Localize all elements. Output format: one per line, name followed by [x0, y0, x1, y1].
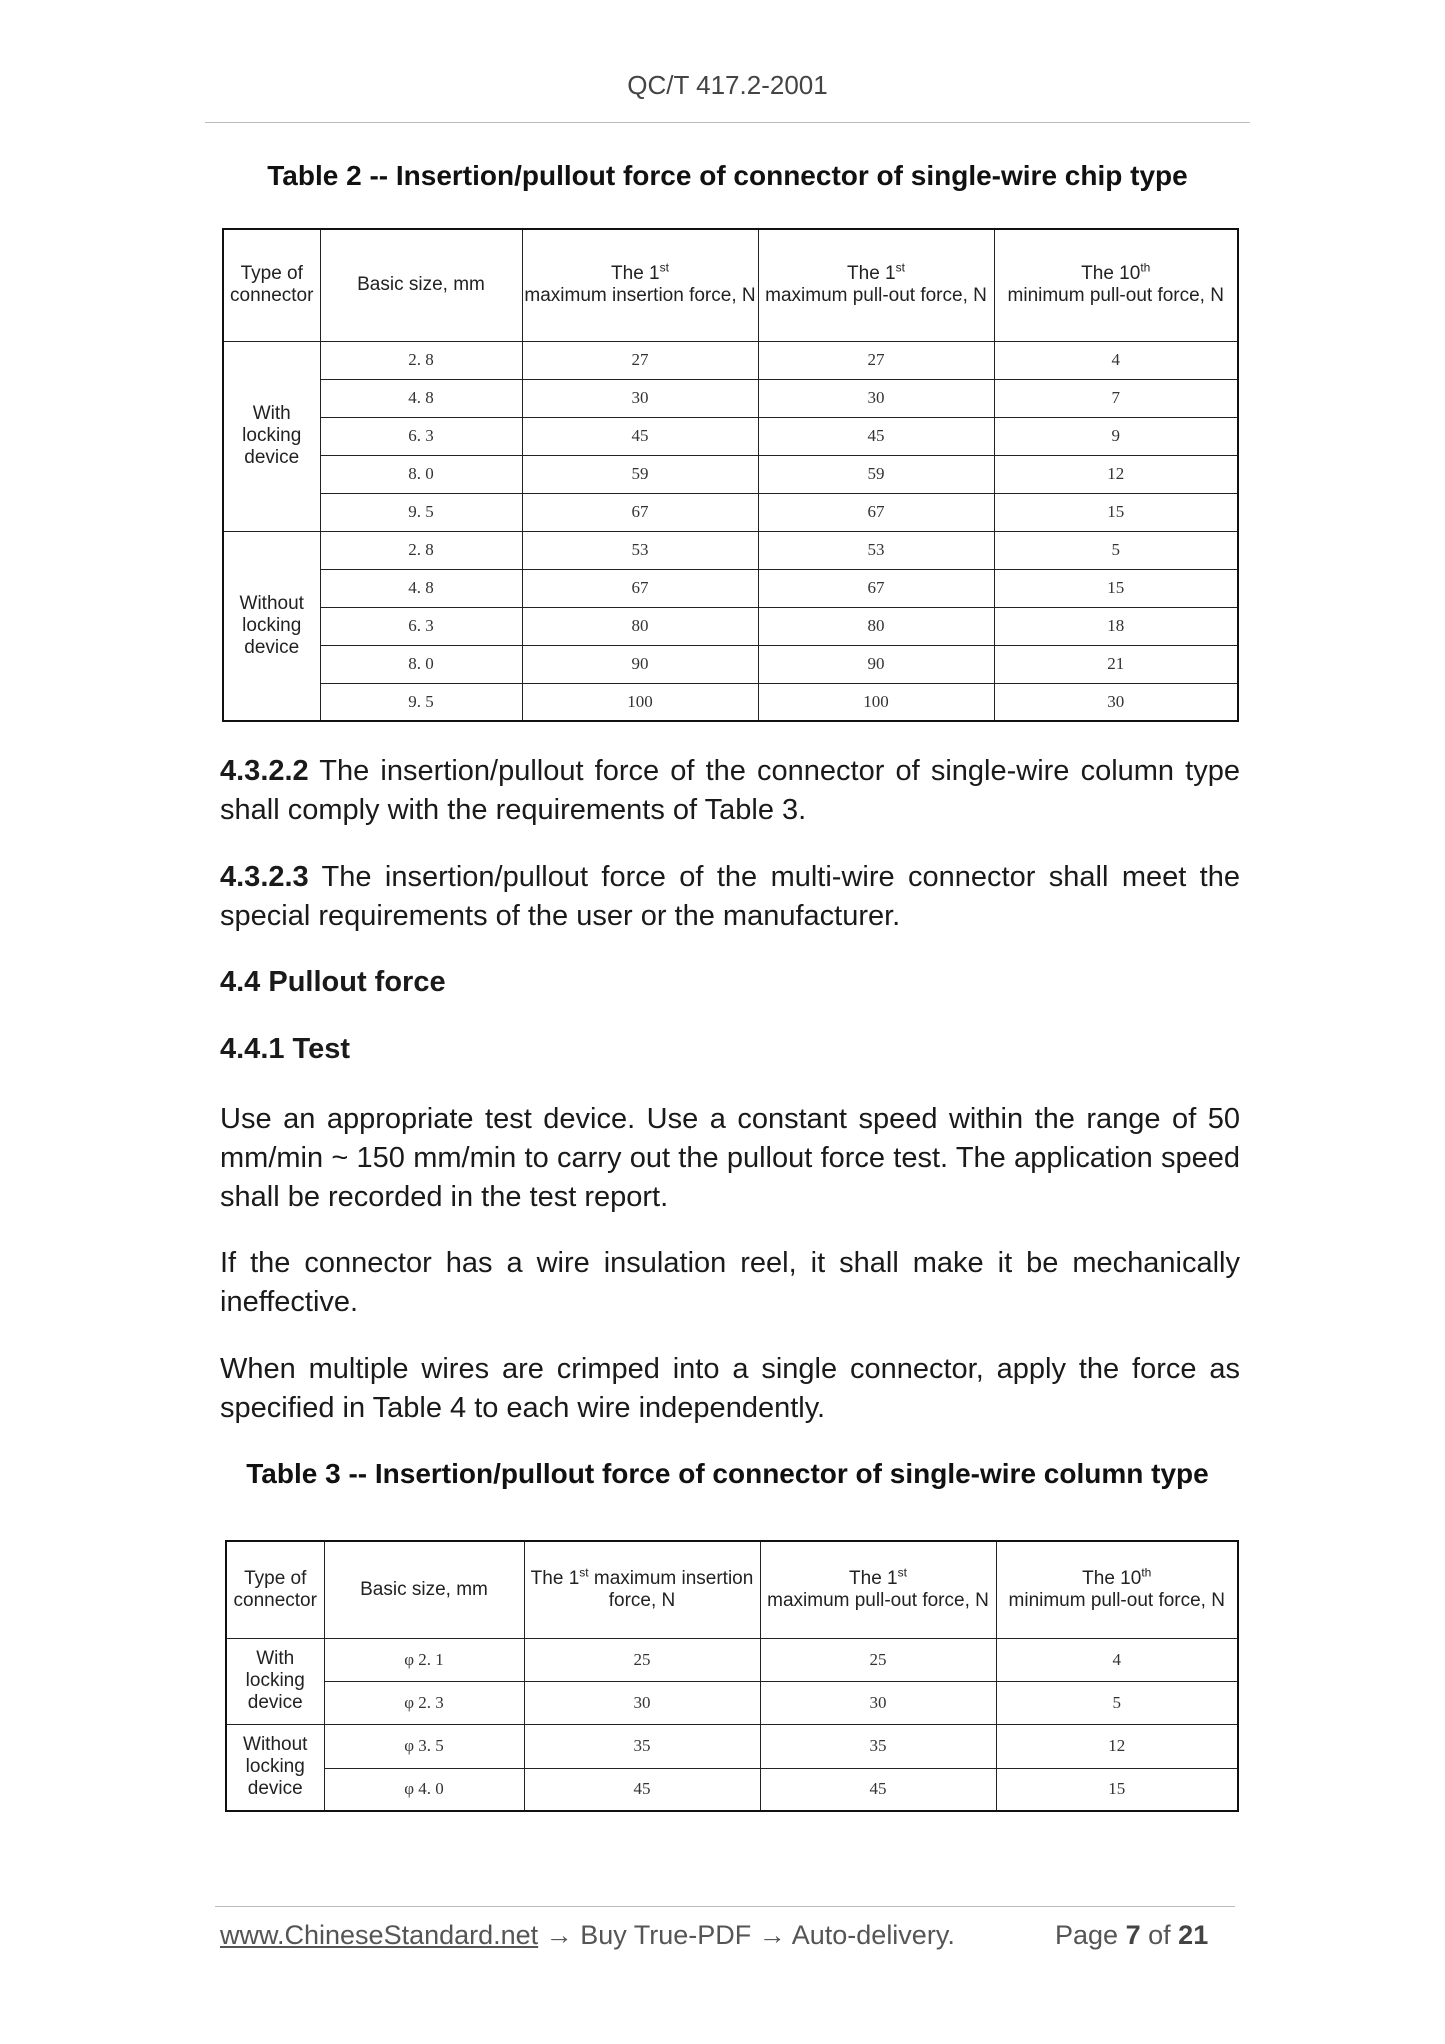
table3 — [225, 1540, 1239, 1812]
cell-size: 2. 8 — [320, 341, 522, 379]
cell-pullout-10th: 15 — [996, 1768, 1238, 1811]
col-header-insertion: The 1st maximum insertion force, N — [524, 1541, 760, 1638]
table-row — [223, 379, 1238, 417]
cell-insertion: 67 — [522, 493, 758, 531]
cell-size: 4. 8 — [320, 569, 522, 607]
page-header: QC/T 417.2-2001 — [627, 70, 828, 100]
cell-insertion: 30 — [524, 1681, 760, 1724]
cell-pullout-10th: 30 — [994, 683, 1238, 721]
cell-insertion: 45 — [524, 1768, 760, 1811]
table-row — [223, 683, 1238, 721]
cell-pullout-10th: 7 — [994, 379, 1238, 417]
paragraph-insulation-reel: If the connector has a wire insulation reel, it shall make it be mechanically ineffective. — [220, 1247, 1240, 1318]
cell-insertion: 30 — [522, 379, 758, 417]
cell-insertion: 27 — [522, 341, 758, 379]
paragraph-test-procedure: Use an appropriate test device. Use a constant speed within the range of 50 mm/min ~ 150 mm/min to carry out the pullout force test. The application speed shall be recorded in the test report. — [220, 1103, 1240, 1213]
cell-pullout-10th: 21 — [994, 645, 1238, 683]
table3-header-row — [226, 1541, 1238, 1638]
cell-pullout-1st: 67 — [758, 569, 994, 607]
cell-pullout-1st: 59 — [758, 455, 994, 493]
table2-caption: Table 2 -- Insertion/pullout force of connector of single-wire chip type — [267, 160, 1188, 191]
cell-size: 8. 0 — [320, 455, 522, 493]
cell-pullout-1st: 45 — [760, 1768, 996, 1811]
cell-pullout-10th: 12 — [996, 1724, 1238, 1768]
group-with-locking: With locking device — [223, 341, 320, 531]
cell-insertion: 53 — [522, 531, 758, 569]
cell-insertion: 67 — [522, 569, 758, 607]
table-row — [223, 569, 1238, 607]
website-link[interactable]: www.ChineseStandard.net — [220, 1920, 539, 1950]
table-row — [223, 645, 1238, 683]
footer-tagline: → Buy True-PDF → Auto-delivery. — [538, 1920, 955, 1950]
table-row — [226, 1638, 1238, 1681]
paragraph-4-3-2-2: 4.3.2.2 The insertion/pullout force of the connector of single-wire column type shall comply with the requirements of Table 3. — [220, 755, 1240, 826]
table-row — [226, 1681, 1238, 1724]
cell-size: φ 2. 3 — [324, 1681, 524, 1724]
cell-pullout-1st: 90 — [758, 645, 994, 683]
cell-pullout-1st: 53 — [758, 531, 994, 569]
paragraph-4-3-2-3: 4.3.2.3 The insertion/pullout force of the multi-wire connector shall meet the special requirements of the user or the manufacturer. — [220, 861, 1240, 932]
table2 — [222, 228, 1239, 722]
cell-insertion: 100 — [522, 683, 758, 721]
cell-size: 4. 8 — [320, 379, 522, 417]
table-row — [226, 1768, 1238, 1811]
col-header-pullout-1st: The 1st maximum pull-out force, N — [758, 229, 994, 341]
cell-size: φ 2. 1 — [324, 1638, 524, 1681]
cell-size: φ 3. 5 — [324, 1724, 524, 1768]
col-header-type: Type of connector — [223, 229, 320, 341]
table-row — [223, 417, 1238, 455]
cell-insertion: 25 — [524, 1638, 760, 1681]
cell-pullout-10th: 18 — [994, 607, 1238, 645]
cell-pullout-1st: 45 — [758, 417, 994, 455]
table-row — [223, 531, 1238, 569]
table-row — [223, 607, 1238, 645]
col-header-pullout-1st: The 1st maximum pull-out force, N — [760, 1541, 996, 1638]
footer-divider — [215, 1906, 1235, 1907]
cell-insertion: 59 — [522, 455, 758, 493]
table-row — [223, 493, 1238, 531]
table2-header-row — [223, 229, 1238, 341]
col-header-basic-size: Basic size, mm — [320, 229, 522, 341]
table-row — [223, 341, 1238, 379]
cell-pullout-1st: 30 — [758, 379, 994, 417]
header-divider — [205, 122, 1250, 123]
table3-caption: Table 3 -- Insertion/pullout force of connector of single-wire column type — [246, 1458, 1209, 1489]
cell-insertion: 35 — [524, 1724, 760, 1768]
group-without-locking: Without locking device — [226, 1724, 324, 1811]
cell-size: φ 4. 0 — [324, 1768, 524, 1811]
heading-4-4: 4.4 Pullout force — [220, 966, 446, 998]
cell-size: 2. 8 — [320, 531, 522, 569]
cell-size: 9. 5 — [320, 683, 522, 721]
table-row — [223, 455, 1238, 493]
heading-4-4-1: 4.4.1 Test — [220, 1033, 351, 1065]
col-header-pullout-10th: The 10th minimum pull-out force, N — [994, 229, 1238, 341]
group-without-locking: Without locking device — [223, 531, 320, 721]
table-row — [226, 1724, 1238, 1768]
paragraph-multiple-wires: When multiple wires are crimped into a single connector, apply the force as specified in Table 4 to each wire independently. — [220, 1353, 1240, 1424]
page-number: Page 7 of 21 — [1055, 1920, 1209, 1950]
cell-insertion: 80 — [522, 607, 758, 645]
cell-pullout-1st: 35 — [760, 1724, 996, 1768]
cell-pullout-1st: 27 — [758, 341, 994, 379]
cell-pullout-10th: 15 — [994, 569, 1238, 607]
cell-pullout-10th: 15 — [994, 493, 1238, 531]
col-header-basic-size: Basic size, mm — [324, 1541, 524, 1638]
cell-pullout-1st: 67 — [758, 493, 994, 531]
group-with-locking: With locking device — [226, 1638, 324, 1724]
cell-pullout-10th: 4 — [996, 1638, 1238, 1681]
footer-link-text — [220, 1920, 955, 1951]
col-header-pullout-10th: The 10th minimum pull-out force, N — [996, 1541, 1238, 1638]
cell-pullout-1st: 30 — [760, 1681, 996, 1724]
cell-size: 6. 3 — [320, 417, 522, 455]
cell-size: 9. 5 — [320, 493, 522, 531]
cell-size: 6. 3 — [320, 607, 522, 645]
cell-pullout-10th: 12 — [994, 455, 1238, 493]
cell-pullout-1st: 80 — [758, 607, 994, 645]
cell-size: 8. 0 — [320, 645, 522, 683]
cell-pullout-10th: 4 — [994, 341, 1238, 379]
cell-pullout-10th: 9 — [994, 417, 1238, 455]
cell-insertion: 45 — [522, 417, 758, 455]
col-header-type: Type of connector — [226, 1541, 324, 1638]
cell-pullout-10th: 5 — [996, 1681, 1238, 1724]
cell-pullout-1st: 100 — [758, 683, 994, 721]
cell-pullout-10th: 5 — [994, 531, 1238, 569]
col-header-insertion: The 1st maximum insertion force, N — [522, 229, 758, 341]
cell-pullout-1st: 25 — [760, 1638, 996, 1681]
cell-insertion: 90 — [522, 645, 758, 683]
